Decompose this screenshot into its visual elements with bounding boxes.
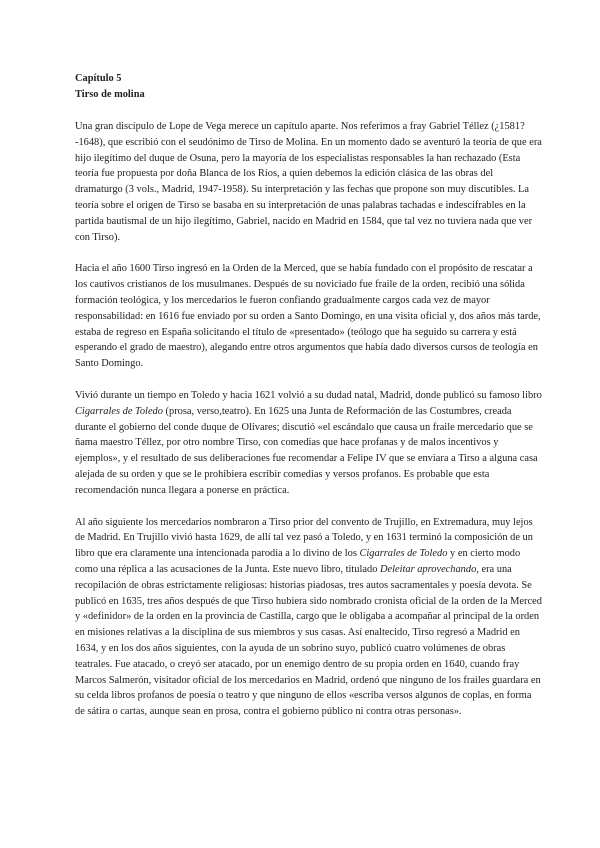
book-title-cigarrales-2: Cigarrales de Toledo — [359, 548, 448, 560]
paragraph-3 — [75, 388, 542, 499]
paragraph-1-text: Una gran discípulo de Lope de Vega merece un capítulo aparte. Nos referimos a fray Gabriel Téllez (¿1581?-1648), que escribió con el seudónimo de Tirso de Molina. En un momento dado se aventuró la teoría de que era hijo ilegítimo del duque de Osuna, pero la mayoría de los especialistas responsables la han rechazado (Esta teoría fue propuesta por doña Blanca de los Ríos, a quien debemos la edición clásica de las obras del dramaturgo (3 vols., Madrid, 1947-1958). Su interpretación y las fechas que propone son muy discutibles. La teoría sobre el origen de Tirso se basaba en su interpretación de unas palabras tachadas e indescifrables en la partida bautismal de un hijo ilegítimo, Gabriel, nacido en Madrid en 1584, que tal vez no tuviera nada que ver con Tirso). — [75, 121, 542, 243]
paragraph-4 — [75, 515, 542, 720]
chapter-title: Tirso de molina — [75, 89, 145, 100]
paragraph-1 — [75, 119, 542, 245]
paragraph-2 — [75, 261, 542, 372]
paragraph-4-text-c: , era una recopilación de obras estrictamente religiosas: historias piadosas, tres autos sacramentales y poesía devota. Se publicó en 1635, tres años después de que Tirso hubiera sido nombrado cronista oficial de la orden de la Merced y «definidor» de la orden en la provincia de Castilla, cargo que le obligaba a acompañar al principal de la orden en misiones relativas a la disciplina de sus miembros y sus casas. Así enaltecido, Tirso regresó a Madrid en 1634, y en los dos años siguientes, con la ayuda de un sobrino suyo, publicó cuatro volúmenes de obras teatrales. Fue atacado, o creyó ser atacado, por un enemigo dentro de su propia orden en 1640, cuando fray Marcos Salmerón, visitador oficial de los mercedarios en Madrid, ordenó que ninguno de los frailes guardara en su celda libros profanos de poesía o teatro y que ninguno de ellos «escriba versos algunos de coplas, en forma de sátira o cartas, aunque sean en prosa, contra el gobierno público ni contra otras personas». — [75, 563, 542, 718]
paragraph-3-text-a: Vivió durante un tiempo en Toledo y hacia 1621 volvió a su dudad natal, Madrid, donde publicó su famoso libro — [75, 389, 542, 401]
book-title-deleitar: Deleitar aprovechando — [379, 563, 477, 575]
paragraph-3-text-b: (prosa, verso,teatro). En 1625 una Junta de Reformación de las Costumbres, creada durante el gobierno del conde duque de Olivares; discutió «el escándalo que causa un fraile mercedario que se ñama maestro Téllez, por otro nombre Tirso, con comedias que hace profanas y de malos incentivos y ejemplos», y el resultado de sus deliberaciones fue recomendar a Felipe IV que se enviara a Tirso a alguna casa alejada de su orden y que se le prohibiera escribir comedias y versos profanos. Es probable que esta recomendación nunca llegara a ponerse en práctica. — [75, 405, 538, 496]
chapter-heading — [75, 71, 542, 103]
paragraph-4-text-a: Al año siguiente los mercedarios nombraron a Tirso prior del convento de Trujillo, en Extremadura, muy lejos de Madrid. En Trujillo vivió hasta 1629, de allí tal vez pasó a Toledo, y en 1631 terminó la composición de un libro que era claramente una intencionada parodia a lo divino de los — [75, 516, 533, 560]
paragraph-2-text: Hacia el año 1600 Tirso ingresó en la Orden de la Merced, que se había fundado con el propósito de rescatar a los cautivos cristianos de los musulmanes. Después de su noviciado fue fraile de la orden, recibió una sólida formación teológica, y los mercedarios le fueron confiando gradualmente cargos cada vez de mayor responsabilidad: en 1616 fue enviado por su orden a Santo Domingo, en una visita oficial y, dos años más tarde, estaba de regreso en España solicitando el título de «presentado» (teólogo que ha seguido su carrera y está esperando el grado de maestro), alegando entre otros argumentos que había dado diversos cursos de teología en Santo Domingo. — [75, 263, 541, 370]
chapter-number: Capítulo 5 — [75, 73, 122, 84]
paragraph-4-text-b: y en cierto modo como una réplica a las acusaciones de la Junta. Este nuevo libro, titulado — [75, 548, 521, 575]
book-title-cigarrales: Cigarrales de Toledo — [75, 405, 163, 417]
